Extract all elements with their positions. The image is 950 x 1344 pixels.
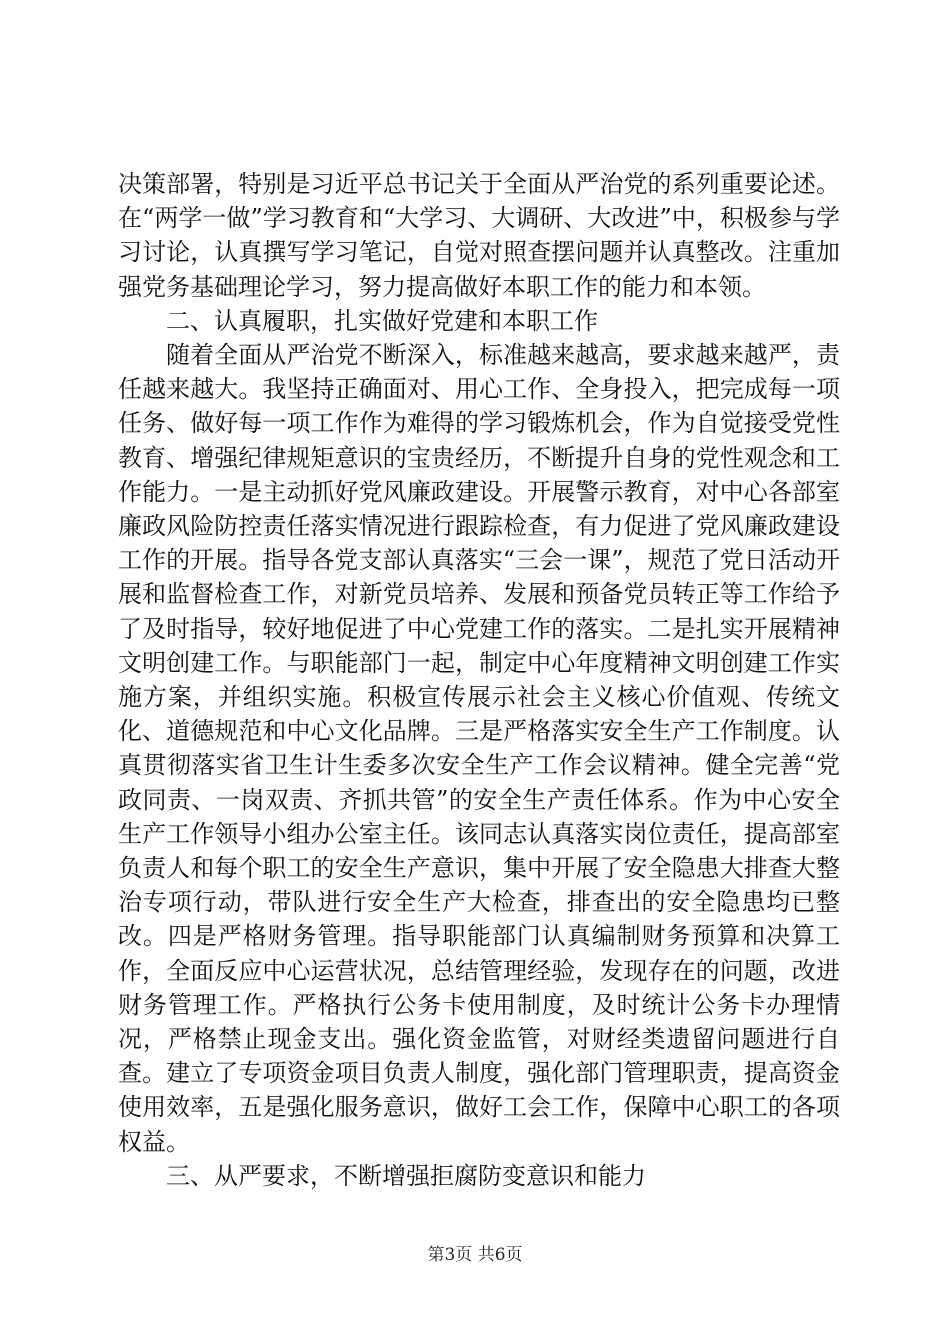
page-number-footer: 第3页 共6页 xyxy=(427,1245,523,1265)
paragraph-duties: 随着全面从严治党不断深入，标准越来越高，要求越来越严，责任越来越大。我坚持正确面对、用心工作、全身投入，把完成每一项任务、做好每一项工作作为难得的学习锻炼机会，作为自觉接受党性教育、增强纪律规矩意识的宝贵经历，不断提升自身的党性观念和工作能力。一是主动抓好党风廉政建设。开展警示教育，对中心各部室廉政风险防控责任落实情况进行跟踪检查，有力促进了党风廉政建设工作的开展。指导各党支部认真落实“三会一课”，规范了党日活动开展和监督检查工作，对新党员培养、发展和预备党员转正等工作给予了及时指导，较好地促进了中心党建工作的落实。二是扎实开展精神文明创建工作。与职能部门一起，制定中心年度精神文明创建工作实施方案，并组织实施。积极宣传展示社会主义核心价值观、传统文化、道德规范和中心文化品牌。三是严格落实安全生产工作制度。认真贯彻落实省卫生计生委多次安全生产工作会议精神。健全完善“党政同责、一岗双责、齐抓共管”的安全生产责任体系。作为中心安全生产工作领导小组办公室主任。该同志认真落实岗位责任，提高部室负责人和每个职工的安全生产意识，集中开展了安全隐患大排查大整治专项行动，带队进行安全生产大检查，排查出的安全隐患均已整改。四是严格财务管理。指导职能部门认真编制财务预算和决算工作，全面反应中心运营状况，总结管理经验，发现存在的问题，改进财务管理工作。严格执行公务卡使用制度，及时统计公务卡办理情况，严格禁止现金支出。强化资金监管，对财经类遗留问题进行自查。建立了专项资金项目负责人制度，强化部门管理职责，提高资金使用效率，五是强化服务意识，做好工会工作，保障中心职工的各项权益。 xyxy=(118,341,840,1156)
document-body xyxy=(118,167,840,1193)
section-heading-2: 二、认真履职，扎实做好党建和本职工作 xyxy=(166,306,598,335)
section-heading-3: 三、从严要求，不断增强拒腐防变意识和能力 xyxy=(166,1161,646,1190)
paragraph-study-continuation: 决策部署，特别是习近平总书记关于全面从严治党的系列重要论述。在“两学一做”学习教育和“大学习、大调研、大改进”中，积极参与学习讨论，认真撰写学习笔记，自觉对照查摆问题并认真整改。注重加强党务基础理论学习，努力提高做好本职工作的能力和本领。 xyxy=(118,170,840,301)
